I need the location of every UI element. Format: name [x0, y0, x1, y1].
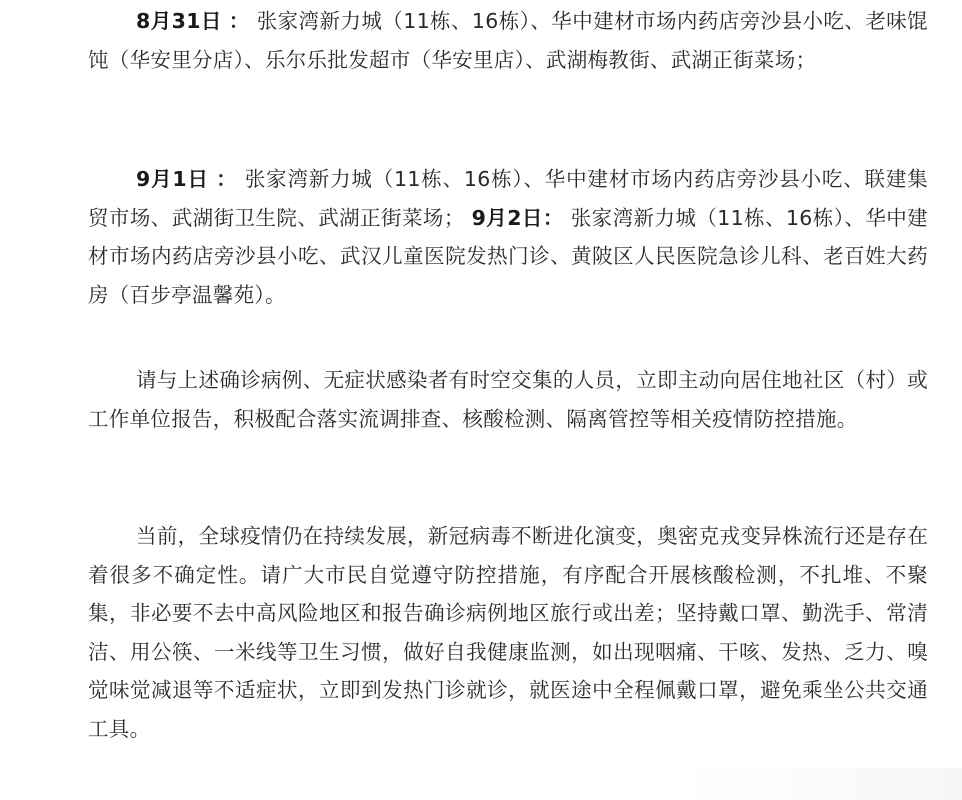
notice-text: 请与上述确诊病例、无症状感染者有时空交集的人员，立即主动向居住地社区（村）或工作单位报告，积极配合落实流调排查、核酸检测、隔离管控等相关疫情防控措施。 [88, 368, 928, 431]
date-label: 9月1日 [136, 167, 209, 191]
date-separator: ： [228, 9, 250, 33]
date-label-second: 9月2日 [471, 205, 543, 230]
paragraph-sep1-sep2 [88, 160, 928, 314]
locations-text-second: 张家湾新力城（11栋、16栋）、华中建材市场内药店旁沙县小吃、武汉儿童医院发热门诊、黄陂区人民医院急诊儿科、老百姓大药房（百步亭温馨苑）。 [88, 205, 928, 307]
bottom-right-fade [680, 768, 962, 800]
paragraph-aug31 [88, 2, 928, 79]
locations-text: 张家湾新力城（11栋、16栋）、华中建材市场内药店旁沙县小吃、老味馄饨（华安里分店）、乐尔乐批发超市（华安里店）、武湖梅教街、武湖正街菜场； [88, 9, 928, 72]
advice-text: 当前，全球疫情仍在持续发展，新冠病毒不断进化演变，奥密克戎变异株流行还是存在着很多不确定性。请广大市民自觉遵守防控措施，有序配合开展核酸检测，不扎堆、不聚集，非必要不去中高风险地区和报告确诊病例地区旅行或出差；坚持戴口罩、勤洗手、常清洁、用公筷、一米线等卫生习惯，做好自我健康监测，如出现咽痛、干咳、发热、乏力、嗅觉味觉减退等不适症状，立即到发热门诊就诊，就医途中全程佩戴口罩，避免乘坐公共交通工具。 [88, 524, 928, 741]
locations-text: 张家湾新力城（11栋、16栋）、华中建材市场内药店旁沙县小吃、联建集贸市场、武湖街卫生院、武湖正街菜场； [88, 167, 928, 230]
date-separator-second: ： [542, 205, 564, 230]
paragraph-report-notice [88, 361, 928, 438]
date-label: 8月31日 [136, 9, 222, 33]
paragraph-prevention-advice [88, 517, 928, 748]
date-separator: ： [216, 167, 238, 191]
